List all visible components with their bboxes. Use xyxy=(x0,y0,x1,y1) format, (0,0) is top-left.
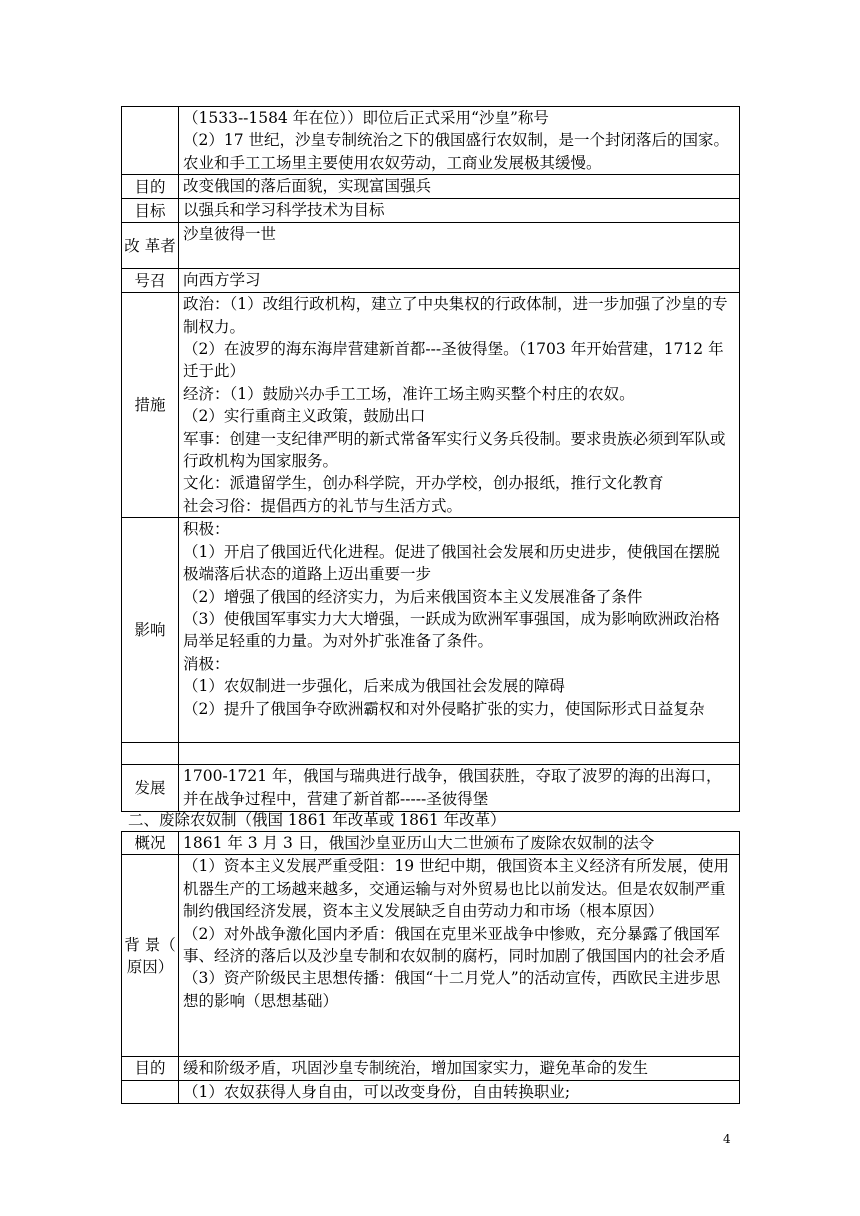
table-row xyxy=(122,107,740,175)
content-cell xyxy=(179,223,740,269)
text-line: 经济：（1）鼓励兴办手工工场，准许工场主购买整个村庄的农奴。 xyxy=(183,384,635,403)
text-line: 文化：派遣留学生，创办科学院，开办学校，创办报纸，推行文化教育 xyxy=(183,474,664,493)
text-line: （3）使俄国军事实力大大增强，一跃成为欧洲军事强国，成为影响欧洲政治格局举足轻重的力量。为对外扩张准备了条件。 xyxy=(183,609,720,651)
table-row xyxy=(122,832,740,855)
content-cell xyxy=(179,855,740,1057)
text-line: （2）在波罗的海东海岸营建新首都---圣彼得堡。（1703 年开始营建，1712 年迁于此） xyxy=(183,340,724,381)
text-line: （1）农奴获得人身自由，可以改变身份，自由转换职业; xyxy=(183,1082,571,1101)
table-row xyxy=(122,765,740,812)
text-line: 社会习俗：提倡西方的礼节与生活方式。 xyxy=(183,496,463,515)
text-line: （1533--1584 年在位））即位后正式采用“沙皇”称号 xyxy=(183,109,549,127)
text-line: （1）农奴制进一步强化，后来成为俄国社会发展的障碍 xyxy=(183,677,565,696)
empty-label-cell xyxy=(122,107,179,175)
text-line: 以强兵和学习科学技术为目标 xyxy=(183,201,385,220)
table-row xyxy=(122,855,740,1057)
empty-label-cell xyxy=(122,743,179,765)
text-line: 军事：创建一支纪律严明的新式常备军实行义务兵役制。要求贵族必须到军队或行政机构为国家服务。 xyxy=(183,429,726,471)
content-cell xyxy=(179,269,740,293)
text-line: （3）资产阶级民主思想传播：俄国“十二月党人”的活动宣传，西欧民主进步思想的影响（思想基础） xyxy=(183,969,721,1010)
table-row xyxy=(122,223,740,269)
content-cell xyxy=(179,518,740,743)
reform-table-2 xyxy=(121,831,740,1104)
text-line: 1861 年 3 月 3 日，俄国沙皇亚历山大二世颁布了废除农奴制的法令 xyxy=(183,834,655,852)
text-line: 积极： xyxy=(183,520,230,539)
row-label: 影响 xyxy=(122,518,179,743)
content-cell xyxy=(179,175,740,199)
content-cell xyxy=(179,1057,740,1080)
page-number: 4 xyxy=(723,1132,731,1146)
table-row xyxy=(122,269,740,293)
text-line: （2）增强了俄国的经济实力，为后来俄国资本主义发展准备了条件 xyxy=(183,587,643,606)
row-label: 号召 xyxy=(122,269,179,293)
table-row xyxy=(122,1057,740,1080)
text-line: （2）对外战争激化国内矛盾：俄国在克里米亚战争中惨败，充分暴露了俄国军事、经济的落后以及沙皇专制和农奴制的腐朽，同时加剧了俄国国内的社会矛盾 xyxy=(183,924,726,966)
content-cell xyxy=(179,765,740,812)
text-line: 向西方学习 xyxy=(183,271,261,290)
reform-table-1 xyxy=(121,106,740,812)
content-cell xyxy=(179,199,740,223)
table-row xyxy=(122,518,740,743)
text-line: 沙皇彼得一世 xyxy=(183,225,277,244)
row-label: 背 景（ 原因） xyxy=(122,855,179,1057)
content-cell xyxy=(179,107,740,175)
table-row xyxy=(122,1080,740,1103)
row-label: 目的 xyxy=(122,175,179,199)
text-line: （1）开启了俄国近代化进程。促进了俄国社会发展和历史进步，使俄国在摆脱极端落后状态的道路上迈出重要一步 xyxy=(183,542,720,584)
text-line: （2）实行重商主义政策，鼓励出口 xyxy=(183,407,426,426)
text-line: 1700-1721 年，俄国与瑞典进行战争，俄国获胜，夺取了波罗的海的出海口，并在战争过程中，营建了新首都-----圣彼得堡 xyxy=(183,767,722,808)
text-line: （2）17 世纪，沙皇专制统治之下的俄国盛行农奴制，是一个封闭落后的国家。农业和手工工场里主要使用农奴劳动，工商业发展极其缓慢。 xyxy=(183,131,730,172)
text-line: 政治：（1）改组行政机构，建立了中央集权的行政体制，进一步加强了沙皇的专制权力。 xyxy=(183,295,728,336)
row-label xyxy=(122,1080,179,1103)
table-row xyxy=(122,175,740,199)
table-row xyxy=(122,743,740,765)
row-label: 概况 xyxy=(122,832,179,855)
row-label: 措施 xyxy=(122,293,179,518)
row-label: 目标 xyxy=(122,199,179,223)
content-cell xyxy=(179,832,740,855)
table-row xyxy=(122,199,740,223)
text-line: 消极： xyxy=(183,654,230,673)
text-line: 改变俄国的落后面貌，实现富国强兵 xyxy=(183,177,432,196)
section-heading: 二、废除农奴制（俄国 1861 年改革或 1861 年改革） xyxy=(128,811,506,829)
table-row xyxy=(122,293,740,518)
text-line: 缓和阶级矛盾，巩固沙皇专制统治，增加国家实力，避免革命的发生 xyxy=(183,1059,649,1078)
row-label: 发展 xyxy=(122,765,179,812)
row-label: 目的 xyxy=(122,1057,179,1080)
content-cell xyxy=(179,293,740,518)
row-label: 改 革者 xyxy=(122,223,179,269)
empty-content-cell xyxy=(179,743,740,765)
text-line: （2）提升了俄国争夺欧洲霸权和对外侵略扩张的实力，使国际形式日益复杂 xyxy=(183,699,705,718)
text-line: （1）资本主义发展严重受阻：19 世纪中期，俄国资本主义经济有所发展，使用机器生产的工场越来越多，交通运输与对外贸易也比以前发达。但是农奴制严重制约俄国经济发展，资本主义发展缺乏自由劳动力和市场（根本原因） xyxy=(183,857,730,921)
content-cell xyxy=(179,1080,740,1103)
